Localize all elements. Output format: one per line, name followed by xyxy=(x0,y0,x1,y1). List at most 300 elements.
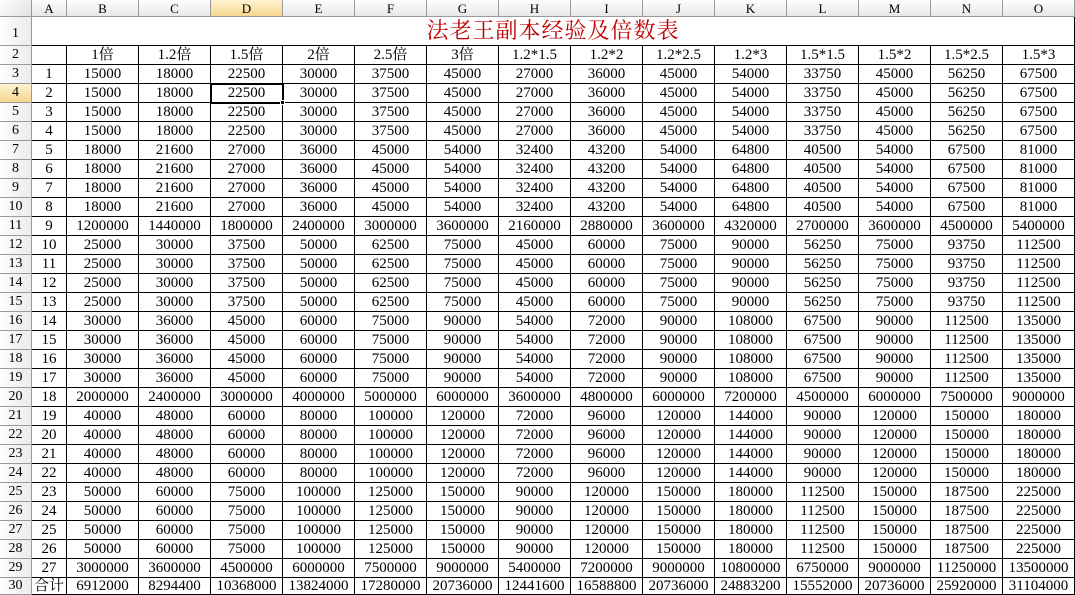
multiplier-header-N[interactable]: 1.5*2.5 xyxy=(931,46,1003,65)
exp-cell-J23[interactable]: 120000 xyxy=(643,445,715,464)
exp-cell-G24[interactable]: 120000 xyxy=(427,464,499,483)
exp-cell-O21[interactable]: 180000 xyxy=(1003,407,1075,426)
exp-cell-C9[interactable]: 21600 xyxy=(139,179,211,198)
exp-cell-E25[interactable]: 100000 xyxy=(283,483,355,502)
exp-cell-I6[interactable]: 36000 xyxy=(571,122,643,141)
exp-cell-L8[interactable]: 40500 xyxy=(787,160,859,179)
row-header-26[interactable]: 26 xyxy=(0,502,32,521)
level-cell-A28[interactable]: 26 xyxy=(32,540,67,559)
column-header-E[interactable]: E xyxy=(283,0,355,17)
exp-cell-J13[interactable]: 75000 xyxy=(643,255,715,274)
exp-cell-G28[interactable]: 150000 xyxy=(427,540,499,559)
exp-cell-O28[interactable]: 225000 xyxy=(1003,540,1075,559)
exp-cell-I27[interactable]: 120000 xyxy=(571,521,643,540)
exp-cell-O3[interactable]: 67500 xyxy=(1003,65,1075,84)
exp-cell-F19[interactable]: 75000 xyxy=(355,369,427,388)
exp-cell-C19[interactable]: 36000 xyxy=(139,369,211,388)
exp-cell-K24[interactable]: 144000 xyxy=(715,464,787,483)
exp-cell-O16[interactable]: 135000 xyxy=(1003,312,1075,331)
exp-cell-L20[interactable]: 4500000 xyxy=(787,388,859,407)
exp-cell-G13[interactable]: 75000 xyxy=(427,255,499,274)
exp-cell-I26[interactable]: 120000 xyxy=(571,502,643,521)
exp-cell-M26[interactable]: 150000 xyxy=(859,502,931,521)
exp-cell-N12[interactable]: 93750 xyxy=(931,236,1003,255)
exp-cell-H6[interactable]: 27000 xyxy=(499,122,571,141)
exp-cell-O15[interactable]: 112500 xyxy=(1003,293,1075,312)
exp-cell-F14[interactable]: 62500 xyxy=(355,274,427,293)
exp-cell-L19[interactable]: 67500 xyxy=(787,369,859,388)
exp-cell-L13[interactable]: 56250 xyxy=(787,255,859,274)
exp-cell-F5[interactable]: 37500 xyxy=(355,103,427,122)
exp-cell-E16[interactable]: 60000 xyxy=(283,312,355,331)
exp-cell-N29[interactable]: 11250000 xyxy=(931,559,1003,578)
exp-cell-N4[interactable]: 56250 xyxy=(931,84,1003,103)
exp-cell-M19[interactable]: 90000 xyxy=(859,369,931,388)
exp-cell-O25[interactable]: 225000 xyxy=(1003,483,1075,502)
exp-cell-B7[interactable]: 18000 xyxy=(67,141,139,160)
exp-cell-H20[interactable]: 3600000 xyxy=(499,388,571,407)
exp-cell-E26[interactable]: 100000 xyxy=(283,502,355,521)
exp-cell-M24[interactable]: 120000 xyxy=(859,464,931,483)
exp-cell-F15[interactable]: 62500 xyxy=(355,293,427,312)
row-header-22[interactable]: 22 xyxy=(0,426,32,445)
exp-cell-J10[interactable]: 54000 xyxy=(643,198,715,217)
exp-cell-D26[interactable]: 75000 xyxy=(211,502,283,521)
total-cell-N30[interactable]: 25920000 xyxy=(931,578,1003,595)
total-cell-F30[interactable]: 17280000 xyxy=(355,578,427,595)
exp-cell-C27[interactable]: 60000 xyxy=(139,521,211,540)
total-cell-M30[interactable]: 20736000 xyxy=(859,578,931,595)
exp-cell-B26[interactable]: 50000 xyxy=(67,502,139,521)
exp-cell-K14[interactable]: 90000 xyxy=(715,274,787,293)
exp-cell-D10[interactable]: 27000 xyxy=(211,198,283,217)
exp-cell-J4[interactable]: 45000 xyxy=(643,84,715,103)
exp-cell-J17[interactable]: 90000 xyxy=(643,331,715,350)
exp-cell-C10[interactable]: 21600 xyxy=(139,198,211,217)
exp-cell-K19[interactable]: 108000 xyxy=(715,369,787,388)
exp-cell-B24[interactable]: 40000 xyxy=(67,464,139,483)
level-cell-A4[interactable]: 2 xyxy=(32,84,67,103)
exp-cell-L27[interactable]: 112500 xyxy=(787,521,859,540)
exp-cell-I5[interactable]: 36000 xyxy=(571,103,643,122)
exp-cell-G11[interactable]: 3600000 xyxy=(427,217,499,236)
exp-cell-M10[interactable]: 54000 xyxy=(859,198,931,217)
exp-cell-K3[interactable]: 54000 xyxy=(715,65,787,84)
exp-cell-N17[interactable]: 112500 xyxy=(931,331,1003,350)
exp-cell-O14[interactable]: 112500 xyxy=(1003,274,1075,293)
exp-cell-O13[interactable]: 112500 xyxy=(1003,255,1075,274)
exp-cell-D19[interactable]: 45000 xyxy=(211,369,283,388)
exp-cell-F17[interactable]: 75000 xyxy=(355,331,427,350)
exp-cell-K29[interactable]: 10800000 xyxy=(715,559,787,578)
exp-cell-H18[interactable]: 54000 xyxy=(499,350,571,369)
exp-cell-H24[interactable]: 72000 xyxy=(499,464,571,483)
exp-cell-H22[interactable]: 72000 xyxy=(499,426,571,445)
row-header-9[interactable]: 9 xyxy=(0,179,32,198)
exp-cell-M14[interactable]: 75000 xyxy=(859,274,931,293)
exp-cell-B19[interactable]: 30000 xyxy=(67,369,139,388)
exp-cell-J25[interactable]: 150000 xyxy=(643,483,715,502)
level-cell-A12[interactable]: 10 xyxy=(32,236,67,255)
exp-cell-B25[interactable]: 50000 xyxy=(67,483,139,502)
column-header-G[interactable]: G xyxy=(427,0,499,17)
exp-cell-B13[interactable]: 25000 xyxy=(67,255,139,274)
exp-cell-D18[interactable]: 45000 xyxy=(211,350,283,369)
exp-cell-N13[interactable]: 93750 xyxy=(931,255,1003,274)
exp-cell-M9[interactable]: 54000 xyxy=(859,179,931,198)
column-header-I[interactable]: I xyxy=(571,0,643,17)
exp-cell-I12[interactable]: 60000 xyxy=(571,236,643,255)
exp-cell-O29[interactable]: 13500000 xyxy=(1003,559,1075,578)
exp-cell-G22[interactable]: 120000 xyxy=(427,426,499,445)
exp-cell-J11[interactable]: 3600000 xyxy=(643,217,715,236)
exp-cell-I29[interactable]: 7200000 xyxy=(571,559,643,578)
exp-cell-I19[interactable]: 72000 xyxy=(571,369,643,388)
exp-cell-D11[interactable]: 1800000 xyxy=(211,217,283,236)
exp-cell-B6[interactable]: 15000 xyxy=(67,122,139,141)
multiplier-header-G[interactable]: 3倍 xyxy=(427,46,499,65)
exp-cell-D9[interactable]: 27000 xyxy=(211,179,283,198)
row-header-13[interactable]: 13 xyxy=(0,255,32,274)
row-header-14[interactable]: 14 xyxy=(0,274,32,293)
exp-cell-G21[interactable]: 120000 xyxy=(427,407,499,426)
exp-cell-G23[interactable]: 120000 xyxy=(427,445,499,464)
exp-cell-N24[interactable]: 150000 xyxy=(931,464,1003,483)
total-cell-E30[interactable]: 13824000 xyxy=(283,578,355,595)
exp-cell-C26[interactable]: 60000 xyxy=(139,502,211,521)
row-header-24[interactable]: 24 xyxy=(0,464,32,483)
exp-cell-G26[interactable]: 150000 xyxy=(427,502,499,521)
exp-cell-N10[interactable]: 67500 xyxy=(931,198,1003,217)
exp-cell-M21[interactable]: 120000 xyxy=(859,407,931,426)
exp-cell-E8[interactable]: 36000 xyxy=(283,160,355,179)
exp-cell-N25[interactable]: 187500 xyxy=(931,483,1003,502)
exp-cell-D20[interactable]: 3000000 xyxy=(211,388,283,407)
level-cell-A11[interactable]: 9 xyxy=(32,217,67,236)
exp-cell-H25[interactable]: 90000 xyxy=(499,483,571,502)
exp-cell-K26[interactable]: 180000 xyxy=(715,502,787,521)
row-header-11[interactable]: 11 xyxy=(0,217,32,236)
exp-cell-N16[interactable]: 112500 xyxy=(931,312,1003,331)
exp-cell-D16[interactable]: 45000 xyxy=(211,312,283,331)
exp-cell-K16[interactable]: 108000 xyxy=(715,312,787,331)
level-cell-A22[interactable]: 20 xyxy=(32,426,67,445)
row-header-20[interactable]: 20 xyxy=(0,388,32,407)
exp-cell-O7[interactable]: 81000 xyxy=(1003,141,1075,160)
exp-cell-I8[interactable]: 43200 xyxy=(571,160,643,179)
exp-cell-C3[interactable]: 18000 xyxy=(139,65,211,84)
exp-cell-J19[interactable]: 90000 xyxy=(643,369,715,388)
exp-cell-O22[interactable]: 180000 xyxy=(1003,426,1075,445)
total-label-cell[interactable]: 合计 xyxy=(32,578,67,595)
exp-cell-C20[interactable]: 2400000 xyxy=(139,388,211,407)
level-cell-A21[interactable]: 19 xyxy=(32,407,67,426)
total-cell-J30[interactable]: 20736000 xyxy=(643,578,715,595)
exp-cell-K11[interactable]: 4320000 xyxy=(715,217,787,236)
exp-cell-G10[interactable]: 54000 xyxy=(427,198,499,217)
exp-cell-K12[interactable]: 90000 xyxy=(715,236,787,255)
exp-cell-K25[interactable]: 180000 xyxy=(715,483,787,502)
exp-cell-N18[interactable]: 112500 xyxy=(931,350,1003,369)
exp-cell-M11[interactable]: 3600000 xyxy=(859,217,931,236)
exp-cell-F6[interactable]: 37500 xyxy=(355,122,427,141)
exp-cell-B12[interactable]: 25000 xyxy=(67,236,139,255)
exp-cell-K22[interactable]: 144000 xyxy=(715,426,787,445)
exp-cell-N14[interactable]: 93750 xyxy=(931,274,1003,293)
multiplier-header-J[interactable]: 1.2*2.5 xyxy=(643,46,715,65)
exp-cell-D7[interactable]: 27000 xyxy=(211,141,283,160)
exp-cell-N22[interactable]: 150000 xyxy=(931,426,1003,445)
exp-cell-M4[interactable]: 45000 xyxy=(859,84,931,103)
exp-cell-J21[interactable]: 120000 xyxy=(643,407,715,426)
row-header-27[interactable]: 27 xyxy=(0,521,32,540)
exp-cell-E18[interactable]: 60000 xyxy=(283,350,355,369)
exp-cell-B5[interactable]: 15000 xyxy=(67,103,139,122)
exp-cell-L16[interactable]: 67500 xyxy=(787,312,859,331)
row-header-4[interactable]: 4 xyxy=(0,84,32,103)
level-cell-A29[interactable]: 27 xyxy=(32,559,67,578)
exp-cell-C14[interactable]: 30000 xyxy=(139,274,211,293)
multiplier-header-C[interactable]: 1.2倍 xyxy=(139,46,211,65)
exp-cell-B28[interactable]: 50000 xyxy=(67,540,139,559)
exp-cell-O9[interactable]: 81000 xyxy=(1003,179,1075,198)
exp-cell-K18[interactable]: 108000 xyxy=(715,350,787,369)
exp-cell-F21[interactable]: 100000 xyxy=(355,407,427,426)
column-header-L[interactable]: L xyxy=(787,0,859,17)
exp-cell-K20[interactable]: 7200000 xyxy=(715,388,787,407)
exp-cell-I25[interactable]: 120000 xyxy=(571,483,643,502)
exp-cell-H15[interactable]: 45000 xyxy=(499,293,571,312)
exp-cell-H26[interactable]: 90000 xyxy=(499,502,571,521)
exp-cell-C6[interactable]: 18000 xyxy=(139,122,211,141)
exp-cell-B15[interactable]: 25000 xyxy=(67,293,139,312)
exp-cell-H11[interactable]: 2160000 xyxy=(499,217,571,236)
exp-cell-M25[interactable]: 150000 xyxy=(859,483,931,502)
exp-cell-N28[interactable]: 187500 xyxy=(931,540,1003,559)
exp-cell-L9[interactable]: 40500 xyxy=(787,179,859,198)
exp-cell-D8[interactable]: 27000 xyxy=(211,160,283,179)
exp-cell-F29[interactable]: 7500000 xyxy=(355,559,427,578)
exp-cell-J28[interactable]: 150000 xyxy=(643,540,715,559)
exp-cell-G6[interactable]: 45000 xyxy=(427,122,499,141)
exp-cell-K9[interactable]: 64800 xyxy=(715,179,787,198)
exp-cell-H17[interactable]: 54000 xyxy=(499,331,571,350)
exp-cell-N27[interactable]: 187500 xyxy=(931,521,1003,540)
exp-cell-F22[interactable]: 100000 xyxy=(355,426,427,445)
exp-cell-O11[interactable]: 5400000 xyxy=(1003,217,1075,236)
exp-cell-E3[interactable]: 30000 xyxy=(283,65,355,84)
exp-cell-J8[interactable]: 54000 xyxy=(643,160,715,179)
exp-cell-L22[interactable]: 90000 xyxy=(787,426,859,445)
exp-cell-L25[interactable]: 112500 xyxy=(787,483,859,502)
exp-cell-G19[interactable]: 90000 xyxy=(427,369,499,388)
multiplier-header-O[interactable]: 1.5*3 xyxy=(1003,46,1075,65)
exp-cell-D25[interactable]: 75000 xyxy=(211,483,283,502)
level-cell-A25[interactable]: 23 xyxy=(32,483,67,502)
exp-cell-J18[interactable]: 90000 xyxy=(643,350,715,369)
exp-cell-D27[interactable]: 75000 xyxy=(211,521,283,540)
exp-cell-M7[interactable]: 54000 xyxy=(859,141,931,160)
exp-cell-F25[interactable]: 125000 xyxy=(355,483,427,502)
exp-cell-G17[interactable]: 90000 xyxy=(427,331,499,350)
column-header-D[interactable]: D xyxy=(211,0,283,17)
column-header-M[interactable]: M xyxy=(859,0,931,17)
exp-cell-E5[interactable]: 30000 xyxy=(283,103,355,122)
row-header-16[interactable]: 16 xyxy=(0,312,32,331)
exp-cell-G25[interactable]: 150000 xyxy=(427,483,499,502)
exp-cell-K28[interactable]: 180000 xyxy=(715,540,787,559)
exp-cell-B22[interactable]: 40000 xyxy=(67,426,139,445)
multiplier-header-F[interactable]: 2.5倍 xyxy=(355,46,427,65)
level-cell-A5[interactable]: 3 xyxy=(32,103,67,122)
exp-cell-G4[interactable]: 45000 xyxy=(427,84,499,103)
row-header-6[interactable]: 6 xyxy=(0,122,32,141)
level-cell-A13[interactable]: 11 xyxy=(32,255,67,274)
exp-cell-M20[interactable]: 6000000 xyxy=(859,388,931,407)
exp-cell-F24[interactable]: 100000 xyxy=(355,464,427,483)
exp-cell-C21[interactable]: 48000 xyxy=(139,407,211,426)
exp-cell-I21[interactable]: 96000 xyxy=(571,407,643,426)
exp-cell-G7[interactable]: 54000 xyxy=(427,141,499,160)
exp-cell-J7[interactable]: 54000 xyxy=(643,141,715,160)
exp-cell-M12[interactable]: 75000 xyxy=(859,236,931,255)
total-cell-C30[interactable]: 8294400 xyxy=(139,578,211,595)
level-cell-A14[interactable]: 12 xyxy=(32,274,67,293)
cell-A2[interactable] xyxy=(32,46,67,65)
exp-cell-D23[interactable]: 60000 xyxy=(211,445,283,464)
exp-cell-G20[interactable]: 6000000 xyxy=(427,388,499,407)
exp-cell-N7[interactable]: 67500 xyxy=(931,141,1003,160)
exp-cell-F12[interactable]: 62500 xyxy=(355,236,427,255)
exp-cell-K15[interactable]: 90000 xyxy=(715,293,787,312)
exp-cell-D22[interactable]: 60000 xyxy=(211,426,283,445)
exp-cell-C12[interactable]: 30000 xyxy=(139,236,211,255)
exp-cell-L6[interactable]: 33750 xyxy=(787,122,859,141)
exp-cell-J14[interactable]: 75000 xyxy=(643,274,715,293)
exp-cell-E11[interactable]: 2400000 xyxy=(283,217,355,236)
exp-cell-F18[interactable]: 75000 xyxy=(355,350,427,369)
column-header-H[interactable]: H xyxy=(499,0,571,17)
exp-cell-G16[interactable]: 90000 xyxy=(427,312,499,331)
exp-cell-O17[interactable]: 135000 xyxy=(1003,331,1075,350)
row-header-28[interactable]: 28 xyxy=(0,540,32,559)
exp-cell-M29[interactable]: 9000000 xyxy=(859,559,931,578)
column-header-K[interactable]: K xyxy=(715,0,787,17)
level-cell-A16[interactable]: 14 xyxy=(32,312,67,331)
exp-cell-O12[interactable]: 112500 xyxy=(1003,236,1075,255)
exp-cell-E10[interactable]: 36000 xyxy=(283,198,355,217)
multiplier-header-M[interactable]: 1.5*2 xyxy=(859,46,931,65)
exp-cell-C25[interactable]: 60000 xyxy=(139,483,211,502)
exp-cell-K27[interactable]: 180000 xyxy=(715,521,787,540)
exp-cell-E29[interactable]: 6000000 xyxy=(283,559,355,578)
exp-cell-F27[interactable]: 125000 xyxy=(355,521,427,540)
exp-cell-E28[interactable]: 100000 xyxy=(283,540,355,559)
exp-cell-J3[interactable]: 45000 xyxy=(643,65,715,84)
total-cell-B30[interactable]: 6912000 xyxy=(67,578,139,595)
exp-cell-C16[interactable]: 36000 xyxy=(139,312,211,331)
exp-cell-B4[interactable]: 15000 xyxy=(67,84,139,103)
multiplier-header-K[interactable]: 1.2*3 xyxy=(715,46,787,65)
exp-cell-E9[interactable]: 36000 xyxy=(283,179,355,198)
exp-cell-E7[interactable]: 36000 xyxy=(283,141,355,160)
exp-cell-L12[interactable]: 56250 xyxy=(787,236,859,255)
exp-cell-E22[interactable]: 80000 xyxy=(283,426,355,445)
exp-cell-N21[interactable]: 150000 xyxy=(931,407,1003,426)
exp-cell-K8[interactable]: 64800 xyxy=(715,160,787,179)
level-cell-A17[interactable]: 15 xyxy=(32,331,67,350)
exp-cell-M23[interactable]: 120000 xyxy=(859,445,931,464)
exp-cell-C5[interactable]: 18000 xyxy=(139,103,211,122)
exp-cell-I13[interactable]: 60000 xyxy=(571,255,643,274)
exp-cell-K13[interactable]: 90000 xyxy=(715,255,787,274)
exp-cell-B3[interactable]: 15000 xyxy=(67,65,139,84)
level-cell-A26[interactable]: 24 xyxy=(32,502,67,521)
level-cell-A27[interactable]: 25 xyxy=(32,521,67,540)
multiplier-header-E[interactable]: 2倍 xyxy=(283,46,355,65)
exp-cell-H8[interactable]: 32400 xyxy=(499,160,571,179)
exp-cell-I16[interactable]: 72000 xyxy=(571,312,643,331)
exp-cell-D28[interactable]: 75000 xyxy=(211,540,283,559)
exp-cell-F16[interactable]: 75000 xyxy=(355,312,427,331)
row-header-10[interactable]: 10 xyxy=(0,198,32,217)
exp-cell-H3[interactable]: 27000 xyxy=(499,65,571,84)
exp-cell-O18[interactable]: 135000 xyxy=(1003,350,1075,369)
level-cell-A18[interactable]: 16 xyxy=(32,350,67,369)
total-cell-H30[interactable]: 12441600 xyxy=(499,578,571,595)
exp-cell-J5[interactable]: 45000 xyxy=(643,103,715,122)
level-cell-A15[interactable]: 13 xyxy=(32,293,67,312)
exp-cell-C23[interactable]: 48000 xyxy=(139,445,211,464)
row-header-30[interactable]: 30 xyxy=(0,578,32,595)
exp-cell-D13[interactable]: 37500 xyxy=(211,255,283,274)
exp-cell-M28[interactable]: 150000 xyxy=(859,540,931,559)
exp-cell-D29[interactable]: 4500000 xyxy=(211,559,283,578)
exp-cell-M16[interactable]: 90000 xyxy=(859,312,931,331)
exp-cell-I9[interactable]: 43200 xyxy=(571,179,643,198)
multiplier-header-D[interactable]: 1.5倍 xyxy=(211,46,283,65)
exp-cell-F20[interactable]: 5000000 xyxy=(355,388,427,407)
exp-cell-O8[interactable]: 81000 xyxy=(1003,160,1075,179)
exp-cell-G29[interactable]: 9000000 xyxy=(427,559,499,578)
exp-cell-N5[interactable]: 56250 xyxy=(931,103,1003,122)
exp-cell-H29[interactable]: 5400000 xyxy=(499,559,571,578)
exp-cell-D6[interactable]: 22500 xyxy=(211,122,283,141)
exp-cell-I14[interactable]: 60000 xyxy=(571,274,643,293)
exp-cell-K21[interactable]: 144000 xyxy=(715,407,787,426)
exp-cell-N26[interactable]: 187500 xyxy=(931,502,1003,521)
exp-cell-G3[interactable]: 45000 xyxy=(427,65,499,84)
exp-cell-C24[interactable]: 48000 xyxy=(139,464,211,483)
exp-cell-M27[interactable]: 150000 xyxy=(859,521,931,540)
total-cell-K30[interactable]: 24883200 xyxy=(715,578,787,595)
level-cell-A7[interactable]: 5 xyxy=(32,141,67,160)
exp-cell-F26[interactable]: 125000 xyxy=(355,502,427,521)
exp-cell-K10[interactable]: 64800 xyxy=(715,198,787,217)
level-cell-A23[interactable]: 21 xyxy=(32,445,67,464)
exp-cell-B27[interactable]: 50000 xyxy=(67,521,139,540)
exp-cell-N20[interactable]: 7500000 xyxy=(931,388,1003,407)
exp-cell-O6[interactable]: 67500 xyxy=(1003,122,1075,141)
exp-cell-I4[interactable]: 36000 xyxy=(571,84,643,103)
column-header-O[interactable]: O xyxy=(1003,0,1075,17)
exp-cell-N19[interactable]: 112500 xyxy=(931,369,1003,388)
exp-cell-E6[interactable]: 30000 xyxy=(283,122,355,141)
exp-cell-H12[interactable]: 45000 xyxy=(499,236,571,255)
column-header-N[interactable]: N xyxy=(931,0,1003,17)
exp-cell-O26[interactable]: 225000 xyxy=(1003,502,1075,521)
exp-cell-E12[interactable]: 50000 xyxy=(283,236,355,255)
